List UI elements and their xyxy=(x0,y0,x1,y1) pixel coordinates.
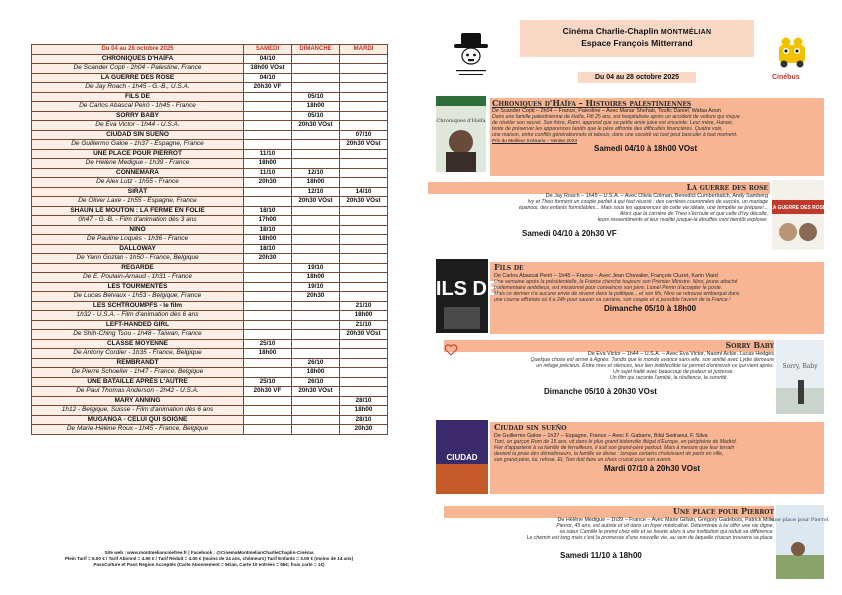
film-credit: De Pauline Loquès - 1h36 - France xyxy=(32,235,244,245)
samedi-showing xyxy=(244,187,292,197)
cinema-subtitle: Espace François Mitterrand xyxy=(581,38,693,48)
haifa-poster-title: Chroniques d'Haïfa xyxy=(436,118,486,124)
film-row xyxy=(32,415,388,425)
ciudad-title: Ciudad sin sueño xyxy=(494,422,567,432)
film-title: LES SCHTROUMPFS - le film xyxy=(32,301,244,311)
haifa-title: Chroniques d'Haïfa – Histoires palestiniennes xyxy=(492,98,692,108)
mardi-showing: 28/10 xyxy=(340,415,388,425)
film-credit: 0h47 - G.-B. - Film d'animation dès 3 ans xyxy=(32,216,244,226)
header-samedi: SAMEDI xyxy=(244,45,292,55)
mardi-showing: 20h30 VOst xyxy=(340,330,388,340)
dimanche-showing: 05/10 xyxy=(292,92,340,102)
fils-poster xyxy=(423,259,501,333)
mardi-showing xyxy=(340,339,388,349)
samedi-showing: 20h30 xyxy=(244,178,292,188)
samedi-showing xyxy=(244,320,292,330)
ciudad-card xyxy=(494,424,822,472)
haifa-credit: De Scander Copti – 2h04 – France, Palestine – Avec Manar Shehab, Toufic Daniel, Wafaa Aoun xyxy=(492,108,721,115)
film-title: LA GUERRE DES ROSE xyxy=(32,73,244,83)
film-row xyxy=(32,377,388,387)
film-row xyxy=(32,254,388,264)
dimanche-showing: 26/10 xyxy=(292,377,340,387)
film-credit: De Hélène Medigue - 1h39 - France xyxy=(32,159,244,169)
dimanche-showing xyxy=(292,406,340,416)
samedi-showing xyxy=(244,263,292,273)
ciudad-poster-title: CIUDAD xyxy=(446,453,478,462)
roses-showtime: Samedi 04/10 à 20h30 VF xyxy=(522,228,617,238)
mardi-showing xyxy=(340,168,388,178)
samedi-showing: 17h00 xyxy=(244,216,292,226)
samedi-showing xyxy=(244,292,292,302)
film-credit: De Pierre Schoeller - 1h47 - France, Belgique xyxy=(32,368,244,378)
film-row xyxy=(32,263,388,273)
film-title: SIRÂT xyxy=(32,187,244,197)
film-row xyxy=(32,92,388,102)
mardi-showing xyxy=(340,54,388,64)
film-row xyxy=(32,178,388,188)
mardi-showing xyxy=(340,349,388,359)
film-credit: De Marie-Hélène Roux - 1h45 - France, Belgique xyxy=(32,425,244,435)
footer-pass: PassCulture et Pass Region Acceptés (Carte Abonnement = 9€/an, Carte 10 entrées = 55€; frais carte = 1€) xyxy=(93,562,325,568)
film-title: NINO xyxy=(32,225,244,235)
dimanche-showing xyxy=(292,330,340,340)
baby-poster-title: Sorry, Baby xyxy=(782,363,818,370)
mardi-showing xyxy=(340,178,388,188)
film-row xyxy=(32,149,388,159)
mardi-showing xyxy=(340,92,388,102)
baby-showtime: Dimanche 05/10 à 20h30 VOst xyxy=(544,386,657,396)
dimanche-showing xyxy=(292,130,340,140)
dimanche-showing: 18h00 xyxy=(292,102,340,112)
mardi-showing: 20h30 xyxy=(340,425,388,435)
samedi-showing xyxy=(244,197,292,207)
dimanche-showing: 20h30 VOst xyxy=(292,387,340,397)
mardi-showing xyxy=(340,64,388,74)
pierrot-poster xyxy=(771,505,829,579)
pierrot-showtime: Samedi 11/10 à 18h00 xyxy=(560,551,642,561)
pierrot-poster-title: une place pour Pierrot xyxy=(771,517,829,523)
film-credit: De Lucas Belvaux - 1h53 - Belgique, France xyxy=(32,292,244,302)
baby-syn-3: Un sujet traité avec beaucoup de pudeur et justesse. xyxy=(612,369,734,376)
mardi-showing xyxy=(340,121,388,131)
samedi-showing xyxy=(244,311,292,321)
roses-poster-title: LA GUERRE DES ROSE xyxy=(769,205,827,211)
film-credit: De Alex Lutz - 1h55 - France xyxy=(32,178,244,188)
roses-credit: De Jay Roach – 1h45 – U.S.A. – Avec Olivia Colman, Benedict Cumberbatch, Andy Samberg xyxy=(545,193,768,200)
samedi-showing: 11/10 xyxy=(244,168,292,178)
samedi-showing xyxy=(244,358,292,368)
mardi-showing xyxy=(340,216,388,226)
samedi-showing: 20h30 VF xyxy=(244,387,292,397)
samedi-showing xyxy=(244,396,292,406)
haifa-showtime: Samedi 04/10 à 18h00 VOst xyxy=(594,143,698,153)
film-row xyxy=(32,159,388,169)
film-row xyxy=(32,396,388,406)
pierrot-card xyxy=(444,508,774,560)
film-row xyxy=(32,83,388,93)
schedule-header-row xyxy=(32,45,388,55)
film-title: CONNEMARA xyxy=(32,168,244,178)
samedi-showing xyxy=(244,330,292,340)
header-dimanche: DIMANCHE xyxy=(292,45,340,55)
baby-syn-1: Quelque chose est arrivé à Agnès. Tandis que le monde avance sans elle, son amitié avec Lydie demeure xyxy=(530,357,774,364)
samedi-showing: 18/10 xyxy=(244,225,292,235)
samedi-showing xyxy=(244,102,292,112)
header-mardi: MARDI xyxy=(340,45,388,55)
samedi-showing: 18h00 xyxy=(244,349,292,359)
mardi-showing xyxy=(340,111,388,121)
fils-showtime: Dimanche 05/10 à 18h00 xyxy=(604,303,697,313)
film-row xyxy=(32,187,388,197)
samedi-showing: 18h00 xyxy=(244,159,292,169)
film-credit: 1h12 - Belgique, Suisse - Film d'animation dès 6 ans xyxy=(32,406,244,416)
samedi-showing: 11/10 xyxy=(244,149,292,159)
film-row xyxy=(32,130,388,140)
pierrot-title: Une place pour Pierrot xyxy=(672,506,774,516)
samedi-showing xyxy=(244,425,292,435)
film-row xyxy=(32,406,388,416)
film-row xyxy=(32,121,388,131)
dimanche-showing xyxy=(292,415,340,425)
mardi-showing xyxy=(340,225,388,235)
film-credit: De Carlos Abascal Peirò - 1h45 - France xyxy=(32,102,244,112)
dimanche-showing: 18h00 xyxy=(292,273,340,283)
dimanche-showing: 19/10 xyxy=(292,263,340,273)
dimanche-showing: 18h00 xyxy=(292,368,340,378)
fils-card xyxy=(494,264,822,312)
film-row xyxy=(32,54,388,64)
haifa-award: Prix du Meilleur Scénario – Venise 2024 xyxy=(492,138,578,144)
dimanche-showing xyxy=(292,54,340,64)
film-row xyxy=(32,216,388,226)
film-title: CHRONIQUES D'HAÏFA xyxy=(32,54,244,64)
roses-syn-4: leurs ressentiments et leur rivalité jusque-là étouffés vont bientôt exploser. xyxy=(597,217,768,224)
film-credit: De E. Poulain-Arnaud - 1h31 - France xyxy=(32,273,244,283)
film-credit: De Yann Gozlan - 1h50 - France, Belgique xyxy=(32,254,244,264)
dimanche-showing: 19/10 xyxy=(292,282,340,292)
film-row xyxy=(32,349,388,359)
film-row xyxy=(32,330,388,340)
samedi-showing: 18/10 xyxy=(244,206,292,216)
samedi-showing: 04/10 xyxy=(244,54,292,64)
film-row xyxy=(32,368,388,378)
mardi-showing xyxy=(340,263,388,273)
film-title: FILS DE xyxy=(32,92,244,102)
film-title: REGARDE xyxy=(32,263,244,273)
mardi-showing: 14/10 xyxy=(340,187,388,197)
samedi-showing: 20h30 xyxy=(244,254,292,264)
header-period: Du 04 au 28 octobre 2025 xyxy=(32,45,244,55)
date-range: Du 04 au 28 octobre 2025 xyxy=(578,72,696,83)
dimanche-showing xyxy=(292,216,340,226)
samedi-showing xyxy=(244,111,292,121)
film-title: MUGANGA - CELUI QUI SOIGNE xyxy=(32,415,244,425)
film-row xyxy=(32,358,388,368)
samedi-showing: 18h00 VOst xyxy=(244,64,292,74)
fils-credit: De Carlos Abascal Peirò – 1h45 – France – Avec Jean Chevalier, François Cluzet, Karin Viard xyxy=(494,273,718,280)
mardi-showing xyxy=(340,206,388,216)
film-row xyxy=(32,282,388,292)
roses-syn-3: Alors que la carrière de Theo s'écroule et que celle d'Ivy décolle, xyxy=(619,211,768,218)
film-credit: De Oliver Laxe - 1h55 - Espagne, France xyxy=(32,197,244,207)
pierrot-syn-2: sa sœur Camille le prend chez elle et se heurte alors à une institution qui réduit sa différence. xyxy=(559,529,774,536)
fils-title: Fils de xyxy=(494,262,524,272)
film-credit: De Guillermo Galoe - 1h37 - Espagne, France xyxy=(32,140,244,150)
ciudad-showtime: Mardi 07/10 à 20h30 VOst xyxy=(604,463,701,473)
mardi-showing: 20h30 VOst xyxy=(340,197,388,207)
film-row xyxy=(32,64,388,74)
haifa-syn-3: tente de préserver les apparences tandis que le père affronte des difficultés financières. Quatre voix, xyxy=(492,126,723,133)
film-title: SHAUN LE MOUTON : LA FERME EN FOLIE xyxy=(32,206,244,216)
film-title: REMBRANDT xyxy=(32,358,244,368)
pierrot-syn-1: Pierrot, 45 ans, est autiste et vit dans un foyer médicalisé. Déterminée à lui offrir une vie digne, xyxy=(556,523,774,530)
samedi-showing xyxy=(244,140,292,150)
mardi-showing xyxy=(340,292,388,302)
mardi-showing xyxy=(340,83,388,93)
ciudad-syn-3: devient la proie des démolisseurs, la famille se divise : lorsque certains choisissent de partir en ville, xyxy=(494,451,724,458)
baby-title: Sorry Baby xyxy=(725,340,774,350)
film-title: UNE BATAILLE APRÈS L'AUTRE xyxy=(32,377,244,387)
dimanche-showing: 20h30 xyxy=(292,292,340,302)
samedi-showing xyxy=(244,282,292,292)
footer-website: Site web : www.montmeliancinefree.fr | Facebook : @CinemaMontmelianCharlieChaplin-Cinéma xyxy=(104,550,314,555)
mardi-showing: 21/10 xyxy=(340,301,388,311)
mardi-showing xyxy=(340,102,388,112)
mardi-showing xyxy=(340,368,388,378)
samedi-showing xyxy=(244,406,292,416)
samedi-showing xyxy=(244,301,292,311)
ciudad-credit: De Guillermo Galoe – 1h37 – Espagne, France – Avec F. Gabarre, Bilal Sedraoui, F. Silva xyxy=(494,433,708,440)
pierrot-credit: De Hélène Medigue – 1h39 – France – Avec Marie Gillain, Grégory Gadebois, Patrick Mille xyxy=(557,517,774,524)
dimanche-showing xyxy=(292,235,340,245)
ciudad-syn-4: son grand-père, lui, refuse. Et, Toni doit faire un choix crucial pour son avenir. xyxy=(494,457,672,464)
film-row xyxy=(32,197,388,207)
dimanche-showing: 20h30 VOst xyxy=(292,121,340,131)
schedule-table xyxy=(31,44,388,435)
mardi-showing xyxy=(340,235,388,245)
dimanche-showing xyxy=(292,140,340,150)
samedi-showing xyxy=(244,130,292,140)
mardi-showing xyxy=(340,387,388,397)
footer-info xyxy=(40,550,378,569)
dimanche-showing xyxy=(292,320,340,330)
samedi-showing: 04/10 xyxy=(244,73,292,83)
haifa-card xyxy=(492,100,822,152)
film-row xyxy=(32,311,388,321)
film-row xyxy=(32,301,388,311)
film-row xyxy=(32,273,388,283)
mardi-showing xyxy=(340,149,388,159)
roses-poster xyxy=(769,180,827,250)
mardi-showing: 07/10 xyxy=(340,130,388,140)
film-title: LEFT-HANDED GIRL xyxy=(32,320,244,330)
samedi-showing xyxy=(244,92,292,102)
samedi-showing xyxy=(244,368,292,378)
fils-syn-4: une course effrénée où il a 24h pour sauver sa carrière, son couple et si possible l'avenir de la France ! xyxy=(494,297,731,304)
film-row xyxy=(32,168,388,178)
dimanche-showing xyxy=(292,301,340,311)
mardi-showing xyxy=(340,73,388,83)
cinema-header xyxy=(520,20,754,57)
film-title: CIUDAD SIN SUEÑO xyxy=(32,130,244,140)
roses-title: La guerre des rose xyxy=(686,182,768,192)
mardi-showing xyxy=(340,377,388,387)
fils-syn-1: Une semaine après la présidentielle, la France cherche toujours son Premier Ministre. Nino, jeune attaché xyxy=(494,279,738,286)
film-row xyxy=(32,292,388,302)
film-title: MARY ANNING xyxy=(32,396,244,406)
film-row xyxy=(32,206,388,216)
film-credit: De Shih-Ching Tsou - 1h48 - Taïwan, France xyxy=(32,330,244,340)
dimanche-showing xyxy=(292,349,340,359)
film-row xyxy=(32,140,388,150)
samedi-showing: 18/10 xyxy=(244,244,292,254)
samedi-showing xyxy=(244,121,292,131)
mardi-showing: 28/10 xyxy=(340,396,388,406)
samedi-showing xyxy=(244,415,292,425)
film-row xyxy=(32,339,388,349)
samedi-showing xyxy=(244,273,292,283)
dimanche-showing: 26/10 xyxy=(292,358,340,368)
film-row xyxy=(32,102,388,112)
dimanche-showing xyxy=(292,149,340,159)
charlie-chaplin-logo xyxy=(450,30,492,82)
dimanche-showing xyxy=(292,244,340,254)
haifa-syn-1: Dans une famille palestinienne de Haïfa, Fifi 25 ans, est hospitalisée après un accident de voiture qui risque xyxy=(492,114,740,121)
mardi-showing: 18h00 xyxy=(340,311,388,321)
fils-syn-3: Mais ce dernier n'a aucune envie de revenir dans la politique... et son fils, Nino se retrouve embarqué dans xyxy=(494,291,740,298)
film-row xyxy=(32,244,388,254)
film-row xyxy=(32,225,388,235)
mardi-showing xyxy=(340,244,388,254)
film-title: UNE PLACE POUR PIERROT xyxy=(32,149,244,159)
samedi-showing: 25/10 xyxy=(244,377,292,387)
dimanche-showing xyxy=(292,225,340,235)
dimanche-showing xyxy=(292,254,340,264)
dimanche-showing xyxy=(292,83,340,93)
film-row xyxy=(32,73,388,83)
dimanche-showing xyxy=(292,396,340,406)
roses-card xyxy=(430,184,768,237)
haifa-poster xyxy=(436,96,486,172)
dimanche-showing: 18h00 xyxy=(292,178,340,188)
ciudad-syn-2: Fier d'appartenir à sa famille de ferrailleurs, il suit son grand-père partout. Mais à mesure que leur terrain xyxy=(494,445,735,452)
baby-syn-2: un refuge précieux. Entre rires et silences, leur lien indéfectible lui permet d'entrevoir ce qui vient après. xyxy=(536,363,774,370)
film-row xyxy=(32,425,388,435)
baby-credit: De Eva Victor – 1h44 – U.S.A. – Avec Eva Victor, Naomi Ackie, Lucas Hedges xyxy=(587,351,774,358)
dimanche-showing: 12/10 xyxy=(292,168,340,178)
fils-syn-2: parlementaire ambitieux, est missionné pour convaincre son père, Lionel Perrin d'accepter le poste. xyxy=(494,285,723,292)
film-title: LES TOURMENTÉS xyxy=(32,282,244,292)
film-credit: 1h32 - U.S.A. - Film d'animation dès 6 ans xyxy=(32,311,244,321)
film-credit: De Eva Victor - 1h44 - U.S.A. xyxy=(32,121,244,131)
samedi-showing: 20h30 VF xyxy=(244,83,292,93)
film-credit: De Paul Thomas Anderson - 2h42 - U.S.A. xyxy=(32,387,244,397)
dimanche-showing xyxy=(292,339,340,349)
mardi-showing xyxy=(340,159,388,169)
film-credit: De Antony Cordier - 1h35 - France, Belgique xyxy=(32,349,244,359)
dimanche-showing: 12/10 xyxy=(292,187,340,197)
cinebus-label: Cinébus xyxy=(772,74,800,81)
dimanche-showing xyxy=(292,425,340,435)
schedule-body xyxy=(32,54,388,434)
haifa-syn-4: une maison, entre conflits générationnels et tabous, dans une société où tout peut basculer à tout moment. xyxy=(492,132,738,139)
film-row xyxy=(32,387,388,397)
samedi-showing: 25/10 xyxy=(244,339,292,349)
mardi-showing: 21/10 xyxy=(340,320,388,330)
ciudad-syn-1: Toni, un garçon Rom de 15 ans, vit dans le plus grand bidonville illégal d'Europe, en périphérie de Madrid. xyxy=(494,439,738,446)
ciudad-poster xyxy=(436,420,488,494)
roses-syn-1: Ivy et Theo forment un couple parfait à qui tout réussit : des carrières couronnées de succès, un mariage xyxy=(527,199,768,206)
mardi-showing xyxy=(340,358,388,368)
baby-card xyxy=(444,342,774,395)
film-title: DALLOWAY xyxy=(32,244,244,254)
film-row xyxy=(32,235,388,245)
baby-poster xyxy=(776,340,824,414)
mardi-showing: 18h00 xyxy=(340,406,388,416)
mardi-showing xyxy=(340,273,388,283)
roses-syn-2: épanoui, des enfants formidables... Mais sous les apparences de cette vie idéale, une tempête se prépare!... xyxy=(518,205,768,212)
baby-syn-4: Un film qui raconte l'amitié, la résilience, la sororité. xyxy=(609,375,728,382)
mardi-showing: 20h30 VOst xyxy=(340,140,388,150)
cinema-name: Cinéma Charlie-Chaplin MONTMÉLIAN xyxy=(562,26,712,36)
film-title: CLASSE MOYENNE xyxy=(32,339,244,349)
mardi-showing xyxy=(340,282,388,292)
dimanche-showing: 05/10 xyxy=(292,111,340,121)
dimanche-showing xyxy=(292,73,340,83)
footer-tarifs: Plein Tarif = 6.00 € / Tarif Abonné = 4.50 € / Tarif Réduit = 4.00 € (moins de 24 ans, chômeurs) Tarif Enfants = 3.00 € (moins de 14 ans) xyxy=(64,556,354,562)
fils-poster-title: FILS DE xyxy=(423,278,501,300)
dimanche-showing xyxy=(292,311,340,321)
haifa-syn-2: de révéler son secret. Son frère, Rami, apprend que sa petite amie juive est enceinte. Leur mère, Hanan, xyxy=(492,120,734,127)
dimanche-showing xyxy=(292,159,340,169)
film-credit: De Jay Roach - 1h45 - G.-B., U.S.A. xyxy=(32,83,244,93)
film-credit: De Scander Copti - 2h04 - Palestine, France xyxy=(32,64,244,74)
mardi-showing xyxy=(340,254,388,264)
film-row xyxy=(32,320,388,330)
pierrot-syn-3: Le chemin est long mais c'est la promesse d'une nouvelle vie, au sein de laquelle chacun trouvera sa place. xyxy=(526,535,774,542)
dimanche-showing xyxy=(292,206,340,216)
dimanche-showing xyxy=(292,64,340,74)
dimanche-showing: 20h30 VOst xyxy=(292,197,340,207)
samedi-showing: 18h00 xyxy=(244,235,292,245)
film-title: SORRY BABY xyxy=(32,111,244,121)
film-row xyxy=(32,111,388,121)
